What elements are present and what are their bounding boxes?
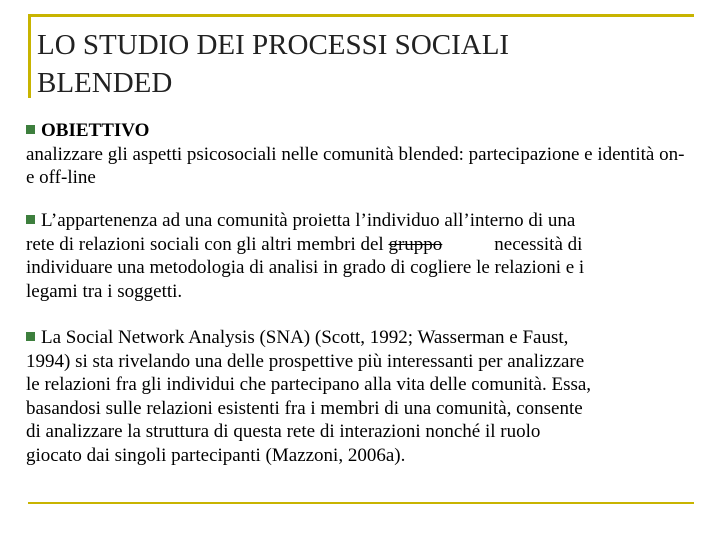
title-frame-left (28, 14, 31, 98)
title-line-2: BLENDED (37, 67, 173, 99)
sna-line-1: La Social Network Analysis (SNA) (Scott, 1992; Wasserman e Faust, (41, 327, 569, 348)
square-bullet-icon (26, 215, 35, 224)
sna-line-2: 1994) si sta rivelando una delle prospettive più interessanti per analizzare (26, 350, 585, 372)
belonging-line-3: individuare una metodologia di analisi in grado di cogliere le relazioni e i (26, 257, 585, 278)
sna-line-6: giocato dai singoli partecipanti (Mazzoni, 2006a). (26, 444, 406, 466)
belonging-line-2-start: rete di relazioni sociali con gli altri membri del (26, 233, 389, 255)
sna-line-3: le relazioni fra gli individui che partecipano alla vita delle comunità. Essa, (26, 374, 592, 395)
sna-line-5: di analizzare la struttura di questa rete di interazioni nonché il ruolo (26, 421, 541, 442)
section-belonging (26, 209, 686, 303)
belonging-line-1: L’appartenenza ad una comunità proietta l’individuo all’interno di una (41, 210, 576, 231)
square-bullet-icon (26, 125, 35, 134)
objective-text: analizzare gli aspetti psicosociali nelle comunità blended: partecipazione e identità on- e off-line (26, 143, 685, 188)
sna-line-4: basandosi sulle relazioni esistenti fra i membri di una comunità, consente (26, 397, 583, 419)
belonging-line-4: legami tra i soggetti. (26, 280, 183, 302)
footer-rule (28, 502, 694, 504)
title-line-1: LO STUDIO DEI PROCESSI SOCIALI (37, 29, 510, 61)
section-objective (26, 119, 686, 190)
objective-heading: OBIETTIVO (41, 120, 150, 141)
slide-title (37, 26, 687, 102)
title-frame-top (28, 14, 694, 17)
section-sna (26, 326, 686, 467)
square-bullet-icon (26, 332, 35, 341)
struck-word: gruppo (388, 233, 443, 255)
arrow-right-icon (442, 233, 494, 257)
belonging-line-2-end: necessità di (494, 233, 583, 255)
